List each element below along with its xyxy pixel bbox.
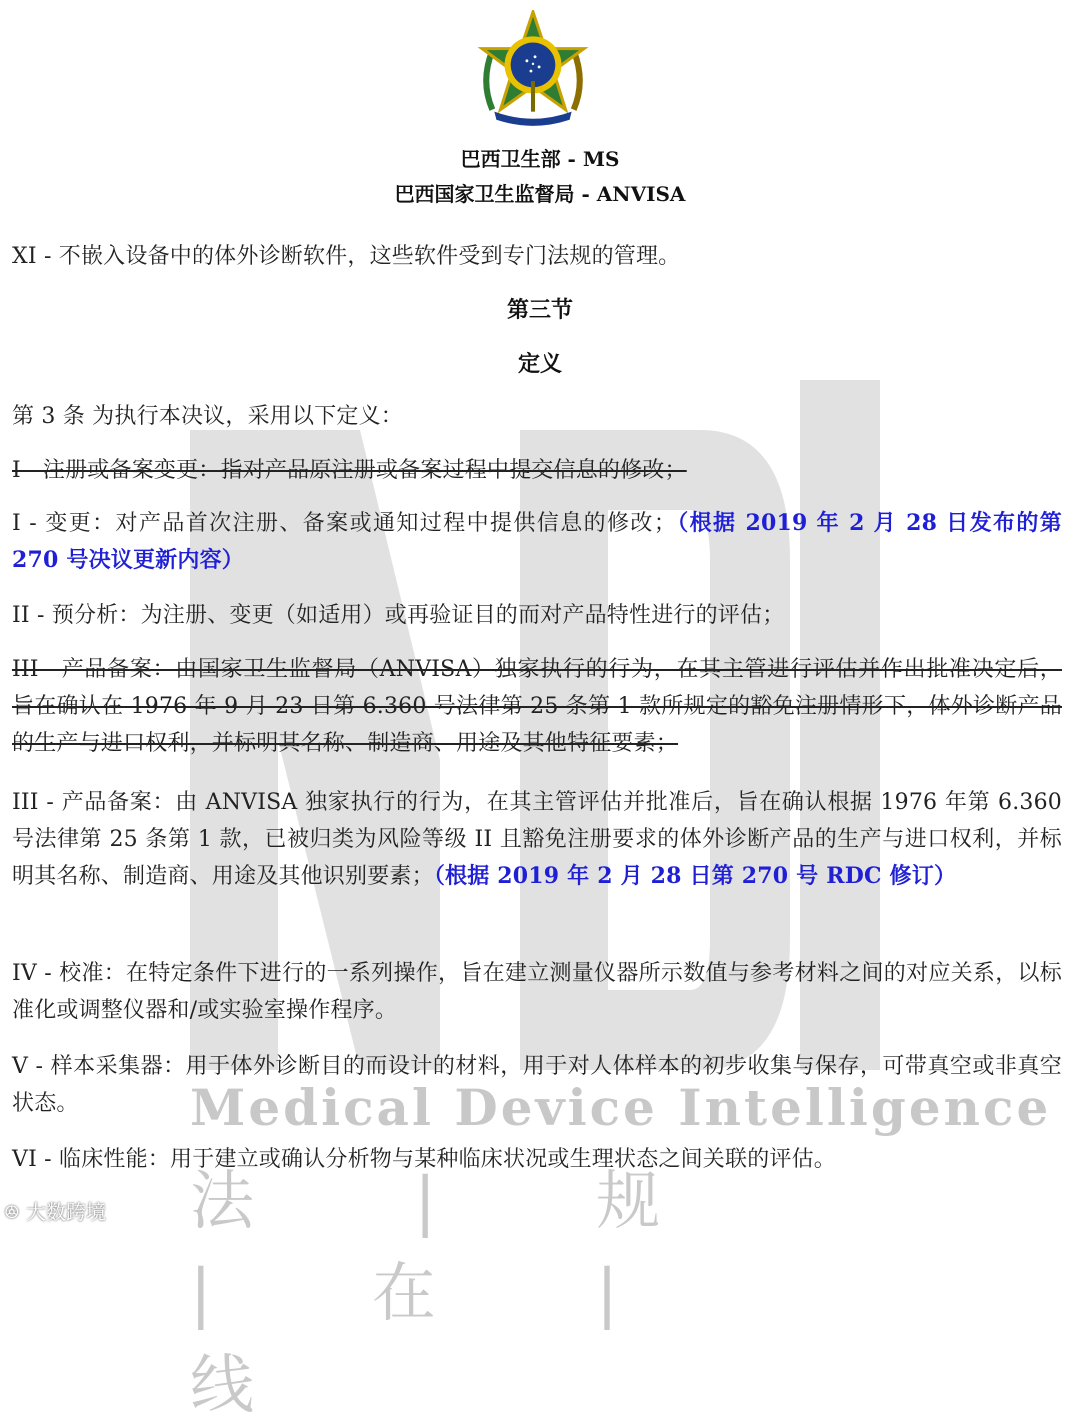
paragraph-i [12, 505, 1062, 579]
header-ministry: 巴西卫生部 - MS [460, 147, 620, 171]
paragraph-iii [12, 784, 1062, 895]
corner-logo-icon: ꔮ [4, 1200, 26, 1224]
paragraph-iii-amendment-note: （根据 2019 年 2 月 28 日第 270 号 RDC 修订） [433, 863, 957, 889]
paragraph-i-repealed: I - 注册或备案变更：指对产品原注册或备案过程中提交信息的修改； [12, 458, 687, 483]
watermark-subtitle: 法 | 规 | 在 | 线 [190, 1165, 731, 1423]
section-title: 第三节 [506, 297, 573, 323]
paragraph-i-amendment-note: （根据 2019 年 2 月 28 日发布的第 270 号决议更新内容） [12, 510, 1063, 573]
header-agency: 巴西国家卫生监督局 - ANVISA [394, 182, 686, 206]
paragraph-vi: VI - 临床性能：用于建立或确认分析物与某种临床状况或生理状态之间关联的评估。 [12, 1147, 837, 1172]
paragraph-v: V - 样本采集器：用于体外诊断目的而设计的材料，用于对人体样本的初步收集与保存，可带真空或非真空状态。 [12, 1054, 1062, 1116]
corner-logo [4, 1196, 106, 1225]
paragraph-iii-text: III - 产品备案：由 ANVISA 独家执行的行为，在其主管评估并批准后，旨在确认根据 1976 年第 6.360 号法律第 25 条第 1 款，已被归类为风险等级 II 且豁免注册要求的体外诊断产品的生产与进口权利，并标明其名称、制造商、用途及其他识别要素； [12, 790, 1062, 889]
paragraph-i-text: I - 变更：对产品首次注册、备案或通知过程中提供信息的修改； [12, 511, 677, 536]
brazil-coat-of-arms-emblem [472, 10, 594, 132]
paragraph-iv: IV - 校准：在特定条件下进行的一系列操作，旨在建立测量仪器所示数值与参考材料之间的对应关系，以标准化或调整仪器和/或实验室操作程序。 [12, 961, 1062, 1023]
watermark-text: Medical Device Intelligence [190, 1078, 1052, 1137]
corner-logo-text: 大数跨境 [25, 1200, 106, 1224]
article-3: 第 3 条 为执行本决议，采用以下定义： [12, 404, 403, 429]
paragraph-iii-repealed: III - 产品备案：由国家卫生监督局（ANVISA）独家执行的行为，在其主管进行评估并作出批准决定后，旨在确认在 1976 年 9 月 23 日第 6.360 号法律第 25 条第 1 款所规定的豁免注册情形下，体外诊断产品的生产与进口权利，并标明其名称、制造商、用途及其他特征要素； [12, 657, 1062, 756]
paragraph-xi: XI - 不嵌入设备中的体外诊断软件，这些软件受到专门法规的管理。 [12, 244, 681, 269]
paragraph-ii: II - 预分析：为注册、变更（如适用）或再验证目的而对产品特性进行的评估； [12, 603, 785, 628]
section-subtitle: 定义 [517, 351, 562, 377]
